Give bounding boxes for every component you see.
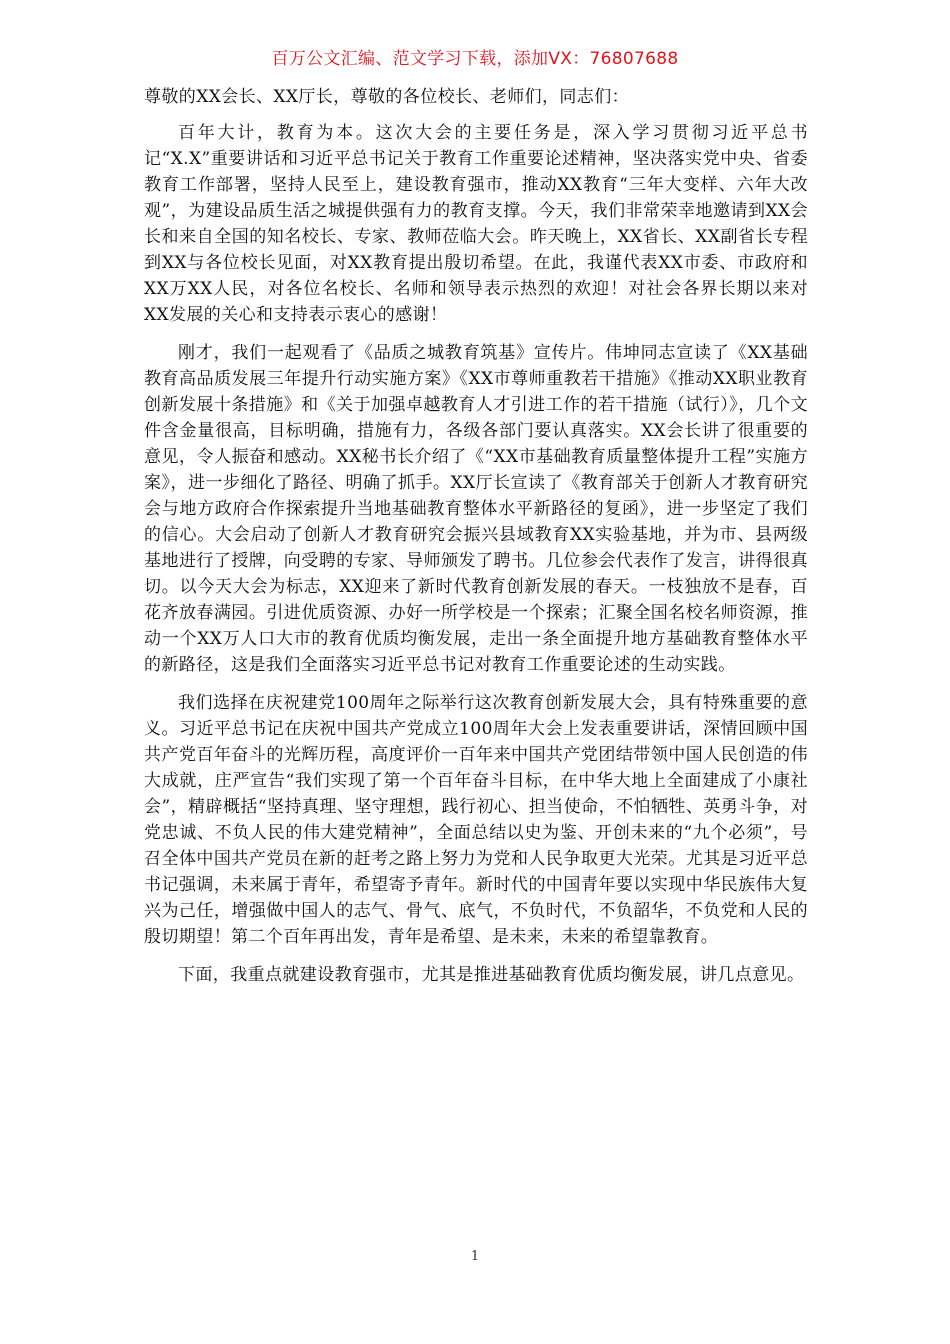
paragraph-2: 刚才，我们一起观看了《品质之城教育筑基》宣传片。伟坤同志宣读了《XX基础教育高品质发展三年提升行动实施方案》《XX市尊师重教若干措施》《推动XX职业教育创新发展十条措施》和《关于加强卓越教育人才引进工作的若干措施（试行）》，几个文件含金量很高，目标明确，措施有力，各级各部门要认真落实。XX会长讲了很重要的意见，令人振奋和感动。XX秘书长介绍了《“XX市基础教育质量整体提升工程”实施方案》，进一步细化了路径、明确了抓手。XX厅长宣读了《教育部关于创新人才教育研究会与地方政府合作探索提升当地基础教育整体水平新路径的复函》，进一步坚定了我们的信心。大会启动了创新人才教育研究会振兴县域教育XX实验基地，并为市、县两级基地进行了授牌，向受聘的专家、导师颁发了聘书。几位参会代表作了发言，讲得很真切。以今天大会为标志，XX迎来了新时代教育创新发展的春天。一枝独放不是春，百花齐放春满园。引进优质资源、办好一所学校是一个探索；汇聚全国名校名师资源，推动一个XX万人口大市的教育优质均衡发展，走出一条全面提升地方基础教育整体水平的新路径，这是我们全面落实习近平总书记对教育工作重要论述的生动实践。 [144, 343, 808, 675]
salutation: 尊敬的XX会长、XX厅长，尊敬的各位校长、老师们，同志们： [144, 87, 630, 107]
document-body [144, 84, 808, 1000]
paragraph-4: 下面，我重点就建设教育强市，尤其是推进基础教育优质均衡发展，讲几点意见。 [178, 965, 805, 985]
page-number: 1 [470, 1249, 480, 1264]
paragraph-1: 百年大计，教育为本。这次大会的主要任务是，深入学习贯彻习近平总书记“X.X”重要讲话和习近平总书记关于教育工作重要论述精神，坚决落实党中央、省委教育工作部署，坚持人民至上，建设教育强市，推动XX教育“三年大变样、六年大改观”，为建设品质生活之城提供强有力的教育支撑。今天，我们非常荣幸地邀请到XX会长和来自全国的知名校长、专家、教师莅临大会。昨天晚上，XX省长、XX副省长专程到XX与各位校长见面，对XX教育提出殷切希望。在此，我谨代表XX市委、市政府和XX万XX人民，对各位名校长、名师和领导表示热烈的欢迎！对社会各界长期以来对XX发展的关心和支持表示衷心的感谢！ [144, 123, 808, 325]
paragraph-3: 我们选择在庆祝建党100周年之际举行这次教育创新发展大会，具有特殊重要的意义。习近平总书记在庆祝中国共产党成立100周年大会上发表重要讲话，深情回顾中国共产党百年奋斗的光辉历程，高度评价一百年来中国共产党团结带领中国人民创造的伟大成就，庄严宣告“我们实现了第一个百年奋斗目标，在中华大地上全面建成了小康社会”，精辟概括“坚持真理、坚守理想，践行初心、担当使命，不怕牺牲、英勇斗争，对党忠诚、不负人民的伟大建党精神”，全面总结以史为鉴、开创未来的“九个必须”，号召全体中国共产党员在新的赶考之路上努力为党和人民争取更大光荣。尤其是习近平总书记强调，未来属于青年，希望寄予青年。新时代的中国青年要以实现中华民族伟大复兴为己任，增强做中国人的志气、骨气、底气，不负时代，不负韶华，不负党和人民的殷切期望！第二个百年再出发，青年是希望、是未来，未来的希望靠教育。 [144, 693, 808, 947]
header-banner: 百万公文汇编、范文学习下载，添加VX：76807688 [271, 49, 679, 69]
